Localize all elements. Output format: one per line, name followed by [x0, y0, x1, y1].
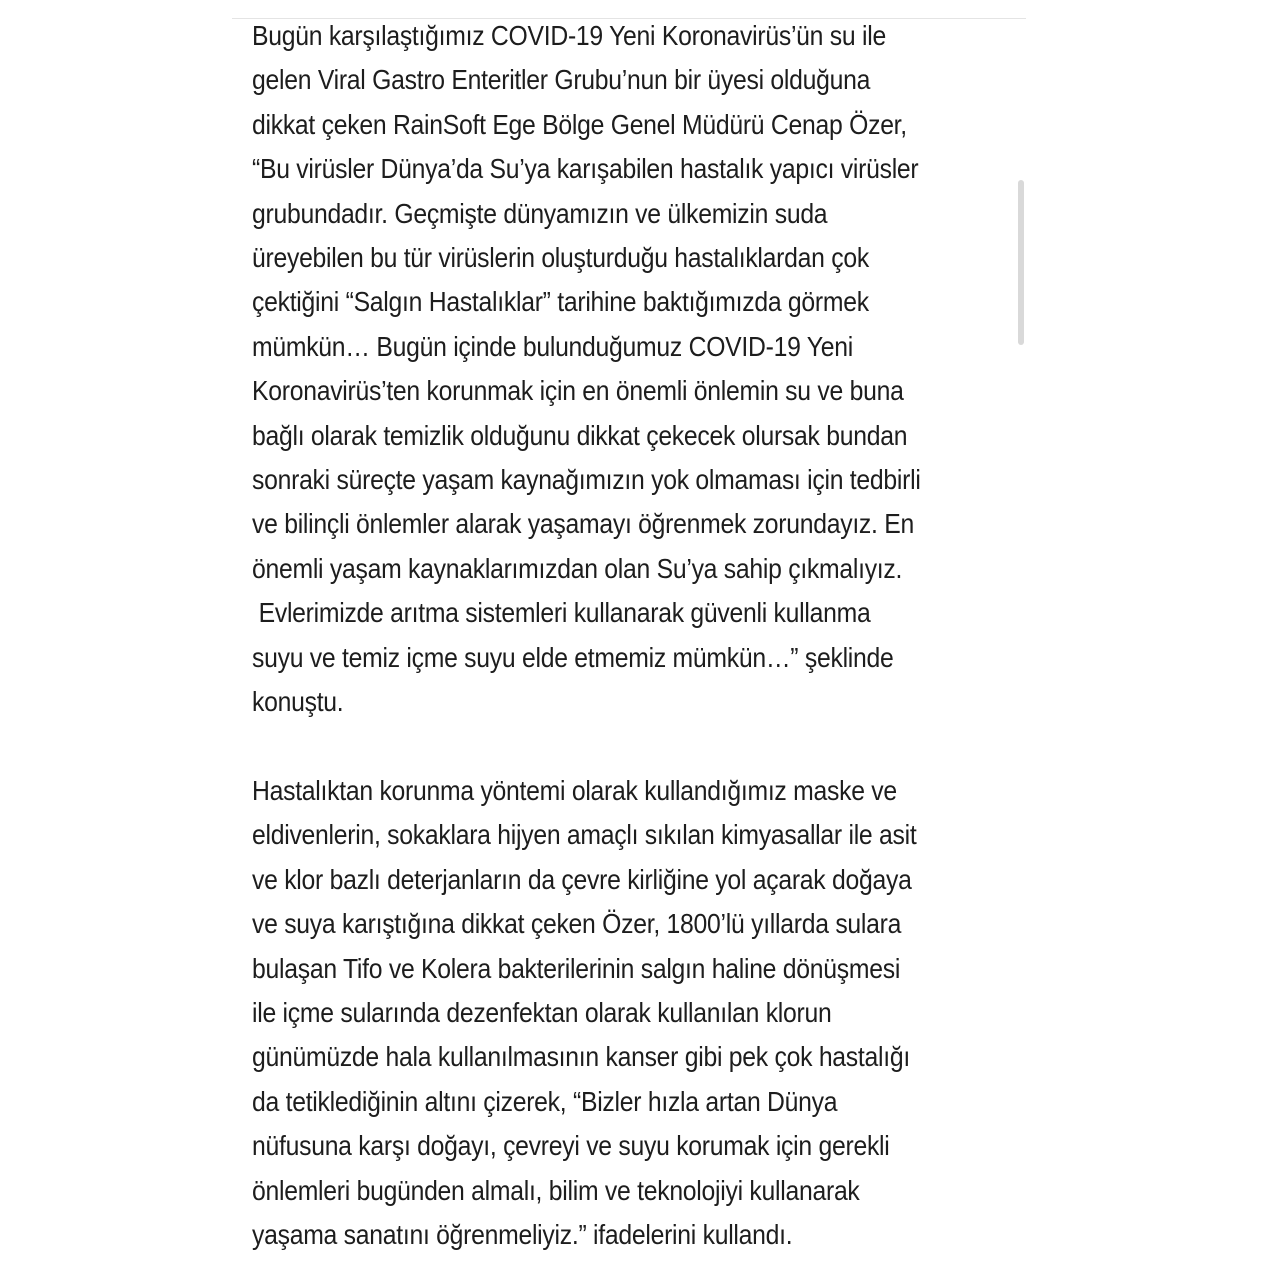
text-line: yaşama sanatını öğrenmeliyiz.” ifadelerini kullandı.	[252, 1218, 793, 1250]
text-line: dikkat çeken RainSoft Ege Bölge Genel Müdürü Cenap Özer,	[252, 108, 907, 140]
text-line: ve klor bazlı deterjanların da çevre kirliğine yol açarak doğaya	[252, 863, 912, 895]
text-line: mümkün… Bugün içinde bulunduğumuz COVID-19 Yeni	[252, 330, 853, 362]
text-line: günümüzde hala kullanılmasının kanser gibi pek çok hastalığı	[252, 1041, 910, 1073]
text-line: önlemleri bugünden almalı, bilim ve teknolojiyi kullanarak	[252, 1174, 860, 1206]
text-line: Koronavirüs’ten korunmak için en önemli önlemin su ve buna	[252, 375, 904, 407]
text-line: üreyebilen bu tür virüslerin oluşturduğu hastalıklardan çok	[252, 242, 869, 274]
article-body	[252, 14, 945, 1257]
text-line: sonraki süreçte yaşam kaynağımızın yok olmaması için tedbirli	[252, 464, 921, 496]
text-line: Evlerimizde arıtma sistemleri kullanarak güvenli kullanma	[252, 597, 871, 629]
text-line: ile içme sularında dezenfektan olarak kullanılan klorun	[252, 996, 832, 1028]
text-line: ve suya karıştığına dikkat çeken Özer, 1800’lü yıllarda sulara	[252, 908, 902, 940]
text-line: suyu ve temiz içme suyu elde etmemiz mümkün…” şeklinde	[252, 641, 894, 673]
text-line: grubundadır. Geçmişte dünyamızın ve ülkemizin suda	[252, 197, 828, 229]
text-line: bulaşan Tifo ve Kolera bakterilerinin salgın haline dönüşmesi	[252, 952, 901, 984]
text-line: “Bu virüsler Dünya’da Su’ya karışabilen hastalık yapıcı virüsler	[252, 153, 919, 185]
text-line: ve bilinçli önlemler alarak yaşamayı öğrenmek zorundayız. En	[252, 508, 914, 540]
text-line: Hastalıktan korunma yöntemi olarak kullandığımız maske ve	[252, 774, 897, 806]
paragraph-1	[252, 14, 945, 725]
paragraph-gap	[252, 725, 945, 769]
text-line: da tetiklediğinin altını çizerek, “Bizler hızla artan Dünya	[252, 1085, 838, 1117]
text-line: önemli yaşam kaynaklarımızdan olan Su’ya sahip çıkmalıyız.	[252, 552, 903, 584]
scrollbar-thumb[interactable]	[1018, 180, 1024, 345]
paragraph-2	[252, 769, 945, 1257]
text-line: konuştu.	[252, 686, 344, 718]
text-line: bağlı olarak temizlik olduğunu dikkat çekecek olursak bundan	[252, 419, 908, 451]
text-line: çektiğini “Salgın Hastalıklar” tarihine baktığımızda görmek	[252, 286, 869, 318]
text-line: nüfusuna karşı doğayı, çevreyi ve suyu korumak için gerekli	[252, 1130, 890, 1162]
text-line: eldivenlerin, sokaklara hijyen amaçlı sıkılan kimyasallar ile asit	[252, 819, 917, 851]
text-line: Bugün karşılaştığımız COVID-19 Yeni Koronavirüs’ün su ile	[252, 20, 886, 51]
text-line: gelen Viral Gastro Enteritler Grubu’nun bir üyesi olduğuna	[252, 64, 871, 96]
